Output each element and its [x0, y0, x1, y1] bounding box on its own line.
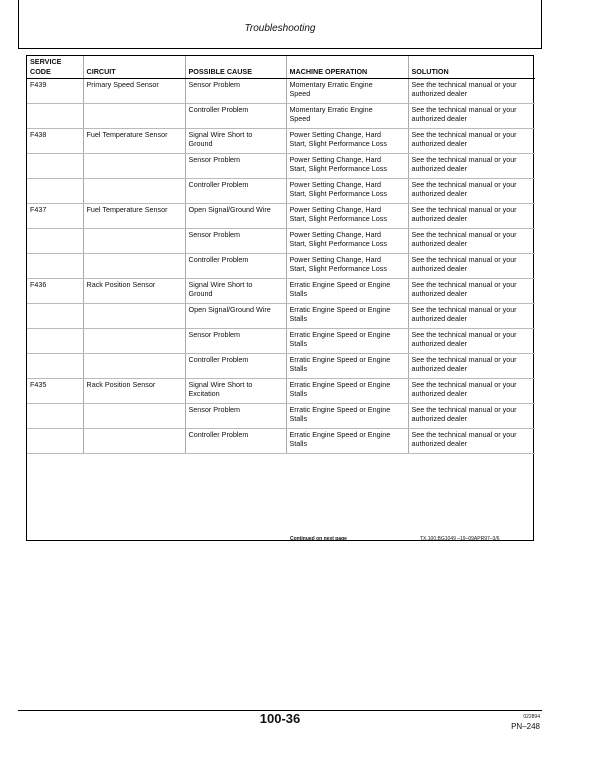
service-code-cell: F436: [27, 279, 83, 304]
column-header: CIRCUIT: [83, 56, 185, 79]
service-code-cell: F435: [27, 379, 83, 404]
solution-cell: See the technical manual or your authorized dealer: [408, 104, 535, 129]
solution-cell: See the technical manual or your authorized dealer: [408, 404, 535, 429]
page-number: 100-36: [259, 711, 301, 726]
table-row: [27, 329, 535, 354]
possible-cause-cell: Signal Wire Short to Ground: [185, 279, 286, 304]
machine-operation-cell: Erratic Engine Speed or Engine Stalls: [286, 404, 408, 429]
table-row: [27, 104, 535, 129]
header-divider: [18, 48, 542, 49]
machine-operation-cell: Erratic Engine Speed or Engine Stalls: [286, 304, 408, 329]
table-row: [27, 229, 535, 254]
solution-cell: See the technical manual or your authorized dealer: [408, 379, 535, 404]
circuit-cell: [83, 354, 185, 379]
machine-operation-cell: Power Setting Change, Hard Start, Slight Performance Loss: [286, 154, 408, 179]
machine-operation-cell: Power Setting Change, Hard Start, Slight Performance Loss: [286, 204, 408, 229]
machine-operation-cell: Power Setting Change, Hard Start, Slight Performance Loss: [286, 179, 408, 204]
service-code-cell: [27, 354, 83, 379]
circuit-cell: [83, 429, 185, 454]
table-row: [27, 79, 535, 104]
possible-cause-cell: Sensor Problem: [185, 404, 286, 429]
machine-operation-cell: Power Setting Change, Hard Start, Slight Performance Loss: [286, 229, 408, 254]
solution-cell: See the technical manual or your authorized dealer: [408, 154, 535, 179]
solution-cell: See the technical manual or your authorized dealer: [408, 354, 535, 379]
table-row: [27, 179, 535, 204]
possible-cause-cell: Sensor Problem: [185, 329, 286, 354]
table-row: [27, 379, 535, 404]
table-body: [27, 79, 535, 454]
solution-cell: See the technical manual or your authorized dealer: [408, 179, 535, 204]
service-code-cell: [27, 429, 83, 454]
possible-cause-cell: Open Signal/Ground Wire: [185, 204, 286, 229]
service-code-cell: F438: [27, 129, 83, 154]
possible-cause-cell: Sensor Problem: [185, 229, 286, 254]
table-row: [27, 304, 535, 329]
possible-cause-cell: Sensor Problem: [185, 79, 286, 104]
table-header-row: [27, 56, 535, 79]
machine-operation-cell: Erratic Engine Speed or Engine Stalls: [286, 429, 408, 454]
circuit-cell: [83, 304, 185, 329]
table-row: [27, 204, 535, 229]
possible-cause-cell: Controller Problem: [185, 254, 286, 279]
machine-operation-cell: Erratic Engine Speed or Engine Stalls: [286, 279, 408, 304]
machine-operation-cell: Erratic Engine Speed or Engine Stalls: [286, 354, 408, 379]
possible-cause-cell: Controller Problem: [185, 104, 286, 129]
circuit-cell: [83, 179, 185, 204]
solution-cell: See the technical manual or your authorized dealer: [408, 79, 535, 104]
table-row: [27, 404, 535, 429]
page-title: Troubleshooting: [244, 23, 316, 34]
circuit-cell: [83, 329, 185, 354]
circuit-cell: [83, 104, 185, 129]
circuit-cell: [83, 154, 185, 179]
small-reference-number: 022894: [523, 714, 540, 720]
circuit-cell: Fuel Temperature Sensor: [83, 129, 185, 154]
solution-cell: See the technical manual or your authorized dealer: [408, 304, 535, 329]
document-code: TX,100,BG1049 –19–09APR97–3/6: [420, 536, 500, 542]
machine-operation-cell: Erratic Engine Speed or Engine Stalls: [286, 379, 408, 404]
service-code-cell: F437: [27, 204, 83, 229]
machine-operation-cell: Momentary Erratic Engine Speed: [286, 79, 408, 104]
continued-note: Continued on next page: [290, 536, 347, 542]
column-header: SERVICE CODE: [27, 56, 83, 79]
table-row: [27, 154, 535, 179]
circuit-cell: Rack Position Sensor: [83, 379, 185, 404]
circuit-cell: [83, 404, 185, 429]
solution-cell: See the technical manual or your authorized dealer: [408, 204, 535, 229]
service-code-cell: F439: [27, 79, 83, 104]
solution-cell: See the technical manual or your authorized dealer: [408, 279, 535, 304]
solution-cell: See the technical manual or your authorized dealer: [408, 429, 535, 454]
possible-cause-cell: Controller Problem: [185, 354, 286, 379]
table-row: [27, 254, 535, 279]
possible-cause-cell: Signal Wire Short to Ground: [185, 129, 286, 154]
column-header: SOLUTION: [408, 56, 535, 79]
service-code-cell: [27, 329, 83, 354]
table-row: [27, 279, 535, 304]
table-row: [27, 429, 535, 454]
circuit-cell: Rack Position Sensor: [83, 279, 185, 304]
table-frame: [26, 55, 534, 541]
solution-cell: See the technical manual or your authorized dealer: [408, 229, 535, 254]
possible-cause-cell: Controller Problem: [185, 429, 286, 454]
service-code-cell: [27, 154, 83, 179]
machine-operation-cell: Power Setting Change, Hard Start, Slight Performance Loss: [286, 254, 408, 279]
machine-operation-cell: Power Setting Change, Hard Start, Slight Performance Loss: [286, 129, 408, 154]
table-row: [27, 354, 535, 379]
troubleshooting-table: [27, 56, 535, 454]
circuit-cell: Fuel Temperature Sensor: [83, 204, 185, 229]
solution-cell: See the technical manual or your authorized dealer: [408, 329, 535, 354]
service-code-cell: [27, 404, 83, 429]
circuit-cell: Primary Speed Sensor: [83, 79, 185, 104]
service-code-cell: [27, 304, 83, 329]
possible-cause-cell: Controller Problem: [185, 179, 286, 204]
circuit-cell: [83, 254, 185, 279]
circuit-cell: [83, 229, 185, 254]
table-row: [27, 129, 535, 154]
machine-operation-cell: Momentary Erratic Engine Speed: [286, 104, 408, 129]
service-code-cell: [27, 254, 83, 279]
possible-cause-cell: Signal Wire Short to Excitation: [185, 379, 286, 404]
column-header: POSSIBLE CAUSE: [185, 56, 286, 79]
machine-operation-cell: Erratic Engine Speed or Engine Stalls: [286, 329, 408, 354]
solution-cell: See the technical manual or your authorized dealer: [408, 254, 535, 279]
possible-cause-cell: Sensor Problem: [185, 154, 286, 179]
pn-page-number: PN–248: [511, 722, 540, 731]
solution-cell: See the technical manual or your authorized dealer: [408, 129, 535, 154]
possible-cause-cell: Open Signal/Ground Wire: [185, 304, 286, 329]
service-code-cell: [27, 229, 83, 254]
service-code-cell: [27, 179, 83, 204]
column-header: MACHINE OPERATION: [286, 56, 408, 79]
service-code-cell: [27, 104, 83, 129]
